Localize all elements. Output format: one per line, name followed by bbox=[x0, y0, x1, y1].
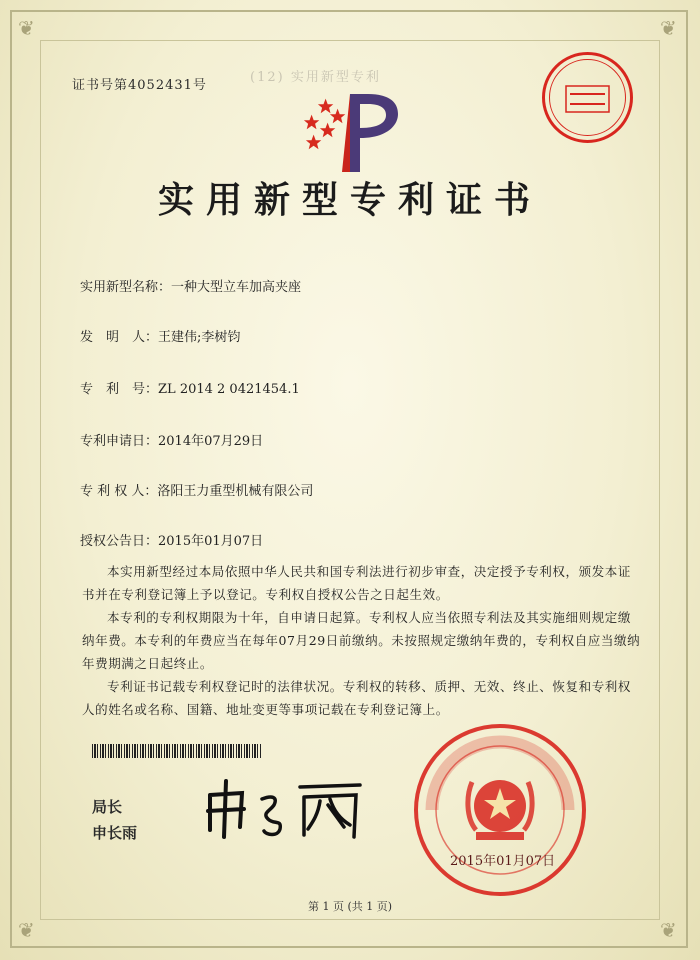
field-label: 发 明 人： bbox=[80, 330, 159, 345]
signatory-title: 局长 bbox=[92, 798, 123, 816]
field-patentee bbox=[80, 480, 313, 499]
barcode-icon bbox=[92, 744, 262, 758]
field-label: 专 利 权 人： bbox=[80, 484, 158, 499]
certificate-number: 证书号第4052431号 bbox=[72, 78, 207, 93]
tax-stamp-seal-icon bbox=[540, 50, 635, 145]
corner-ornament-icon: ❦ bbox=[18, 918, 35, 942]
field-value: 一种大型立车加高夹座 bbox=[171, 280, 302, 295]
handwritten-signature-icon bbox=[200, 775, 370, 845]
field-label: 专利申请日： bbox=[80, 434, 159, 449]
signatory-name: 申长雨 bbox=[92, 824, 138, 842]
body-paragraph: 本实用新型经过本局依照中华人民共和国专利法进行初步审查，决定授予专利权，颁发本证书并在专利登记簿上予以登记。专利权自授权公告之日起生效。 bbox=[82, 564, 632, 602]
body-paragraph: 专利证书记载专利权登记时的法律状况。专利权的转移、质押、无效、终止、恢复和专利权人的姓名或名称、国籍、地址变更等事项记载在专利登记簿上。 bbox=[82, 679, 632, 717]
field-value: ZL 2014 2 0421454.1 bbox=[158, 382, 300, 397]
field-label: 专 利 号： bbox=[80, 382, 159, 397]
certificate-title: 实用新型专利证书 bbox=[157, 179, 542, 221]
field-value: 王建伟;李树钧 bbox=[158, 330, 241, 345]
page-footer: 第 1 页 (共 1 页) bbox=[307, 900, 393, 913]
field-utility-model-name bbox=[80, 276, 301, 295]
field-application-date bbox=[80, 430, 263, 449]
field-grant-date bbox=[80, 530, 263, 549]
certificate-body bbox=[82, 560, 642, 721]
patent-office-emblem-icon bbox=[298, 88, 408, 178]
field-inventor bbox=[80, 326, 240, 345]
national-ip-office-seal-icon bbox=[412, 722, 588, 898]
corner-ornament-icon: ❦ bbox=[18, 16, 35, 40]
field-label: 实用新型名称： bbox=[80, 280, 172, 295]
field-value: 2015年01月07日 bbox=[158, 534, 264, 549]
field-value: 洛阳王力重型机械有限公司 bbox=[157, 484, 314, 499]
field-label: 授权公告日： bbox=[80, 534, 159, 549]
corner-ornament-icon: ❦ bbox=[660, 16, 677, 40]
field-value: 2014年07月29日 bbox=[158, 434, 264, 449]
body-paragraph: 本专利的专利权期限为十年，自申请日起算。专利权人应当依照专利法及其实施细则规定缴纳年费。本专利的年费应当在每年07月29日前缴纳。未按照规定缴纳年费的，专利权自应当缴纳年费期满之日起终止。 bbox=[82, 610, 641, 671]
corner-ornament-icon: ❦ bbox=[660, 918, 677, 942]
faint-background-text: (12) 实用新型专利 bbox=[250, 70, 381, 85]
seal-date: 2015年01月07日 bbox=[450, 854, 556, 869]
field-patent-number bbox=[80, 378, 300, 397]
